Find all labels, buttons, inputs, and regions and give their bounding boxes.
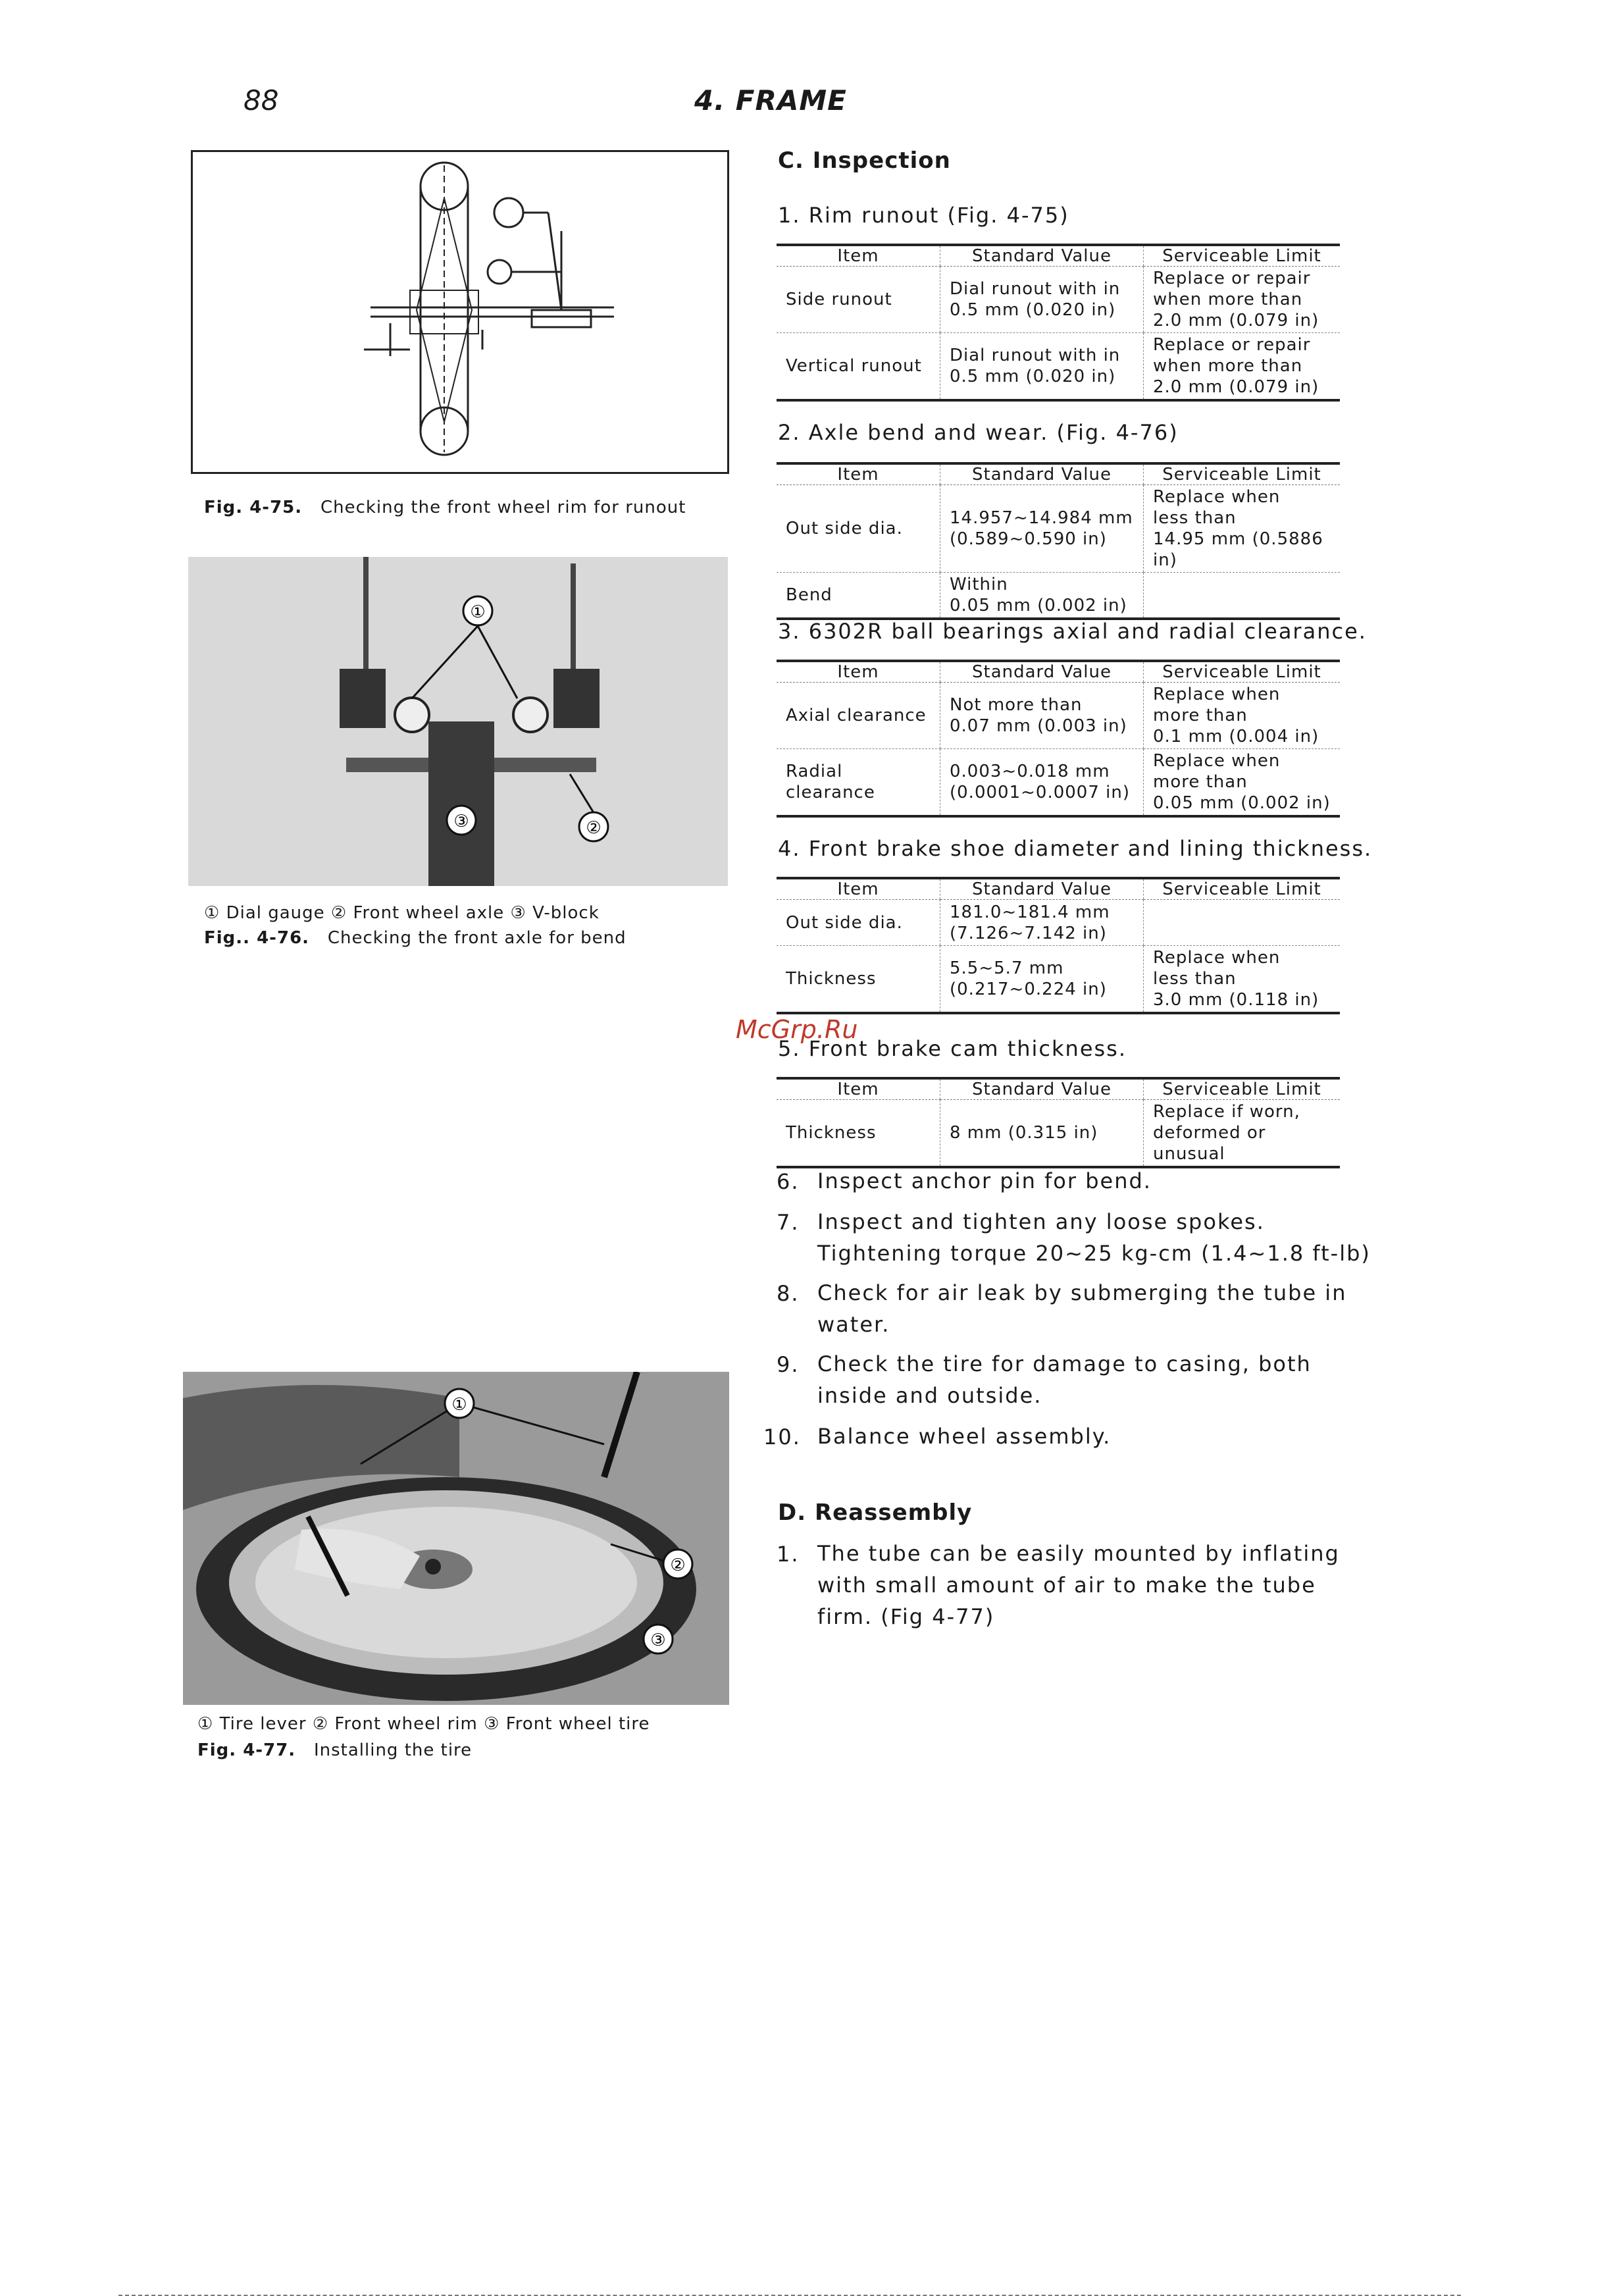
col-header-limit: Serviceable Limit <box>1144 661 1341 683</box>
fig-4-77-caption-text: Installing the tire <box>313 1740 473 1760</box>
fig-4-76-photo <box>188 557 728 886</box>
cell-limit <box>1144 573 1341 619</box>
fig-4-76-callout-3: ③ <box>453 812 469 831</box>
fig-4-77-callout-1: ① <box>451 1395 467 1415</box>
cell-standard: Within 0.05 mm (0.002 in) <box>940 573 1144 619</box>
table-row <box>777 333 1340 401</box>
table-bearing-clearance <box>777 660 1340 818</box>
fig-4-77-callout-3: ③ <box>650 1631 666 1650</box>
item-3-title: 3. 6302R ball bearings axial and radial clearance. <box>778 619 1367 644</box>
cell-limit: Replace or repair when more than 2.0 mm (0.079 in) <box>1144 333 1341 401</box>
cell-standard: Not more than 0.07 mm (0.003 in) <box>940 683 1144 749</box>
section-d-heading: D. Reassembly <box>778 1500 973 1526</box>
col-header-item: Item <box>777 245 940 267</box>
fig-4-77-caption <box>197 1740 472 1760</box>
page-number: 88 <box>243 84 279 117</box>
cell-item: Out side dia. <box>777 485 940 573</box>
col-header-limit: Serviceable Limit <box>1144 463 1341 485</box>
table-row <box>777 267 1340 333</box>
col-header-standard: Standard Value <box>940 878 1144 900</box>
cell-standard: Dial runout with in 0.5 mm (0.020 in) <box>940 267 1144 333</box>
col-header-standard: Standard Value <box>940 463 1144 485</box>
col-header-item: Item <box>777 878 940 900</box>
col-header-limit: Serviceable Limit <box>1144 245 1341 267</box>
step-6-text: Inspect anchor pin for bend. <box>817 1168 1152 1193</box>
fig-4-77-legend: ① Tire lever ② Front wheel rim ③ Front wheel tire <box>197 1714 650 1734</box>
cell-item: Thickness <box>777 1100 940 1168</box>
col-header-item: Item <box>777 463 940 485</box>
fig-4-76-callout-2: ② <box>586 818 601 838</box>
item-4-title: 4. Front brake shoe diameter and lining thickness. <box>778 836 1373 861</box>
rim-runout-drawing <box>193 152 727 472</box>
cell-item: Thickness <box>777 946 940 1014</box>
step-9-text: Check the tire for damage to casing, both <box>817 1351 1312 1376</box>
cell-item: Bend <box>777 573 940 619</box>
step-8-text: Check for air leak by submerging the tube in <box>817 1280 1347 1305</box>
cell-limit: Replace when more than 0.1 mm (0.004 in) <box>1144 683 1341 749</box>
col-header-limit: Serviceable Limit <box>1144 878 1341 900</box>
cell-limit: Replace when less than 3.0 mm (0.118 in) <box>1144 946 1341 1014</box>
col-header-item: Item <box>777 1078 940 1100</box>
reassembly-step-1-number: 1. <box>777 1542 800 1567</box>
cell-standard: 0.003~0.018 mm (0.0001~0.0007 in) <box>940 749 1144 817</box>
cell-item: Vertical runout <box>777 333 940 401</box>
table-row <box>777 946 1340 1014</box>
cell-limit: Replace when less than 14.95 mm (0.5886 in) <box>1144 485 1341 573</box>
step-6-number: 6. <box>777 1169 800 1194</box>
table-axle-bend <box>777 462 1340 620</box>
table-row <box>777 749 1340 817</box>
fig-4-76-legend: ① Dial gauge ② Front wheel axle ③ V-block <box>204 903 600 923</box>
col-header-standard: Standard Value <box>940 245 1144 267</box>
cell-item: Axial clearance <box>777 683 940 749</box>
axle-bend-drawing <box>188 557 728 886</box>
fig-4-77-caption-number: Fig. 4-77. <box>197 1740 296 1760</box>
cell-standard: 8 mm (0.315 in) <box>940 1100 1144 1168</box>
col-header-item: Item <box>777 661 940 683</box>
reassembly-step-1-line-3: firm. (Fig 4-77) <box>817 1604 995 1629</box>
cell-standard: 181.0~181.4 mm (7.126~7.142 in) <box>940 900 1144 946</box>
table-rim-runout <box>777 244 1340 402</box>
step-8-number: 8. <box>777 1281 800 1306</box>
tire-install-drawing <box>183 1372 729 1705</box>
cell-item: Radial clearance <box>777 749 940 817</box>
table-row <box>777 900 1340 946</box>
fig-4-75-diagram <box>191 150 729 474</box>
item-5-title: 5. Front brake cam thickness. <box>778 1036 1127 1061</box>
table-brake-cam <box>777 1077 1340 1168</box>
fig-4-76-caption <box>204 928 626 948</box>
reassembly-step-1-line-1: The tube can be easily mounted by inflating <box>817 1541 1340 1566</box>
chapter-title: 4. FRAME <box>694 84 847 117</box>
fig-4-77-photo <box>183 1372 729 1705</box>
col-header-standard: Standard Value <box>940 661 1144 683</box>
step-9-text-cont: inside and outside. <box>817 1383 1042 1408</box>
step-9-number: 9. <box>777 1352 800 1377</box>
fig-4-77-callout-2: ② <box>670 1555 686 1575</box>
step-7-text: Inspect and tighten any loose spokes. <box>817 1209 1265 1234</box>
table-row <box>777 683 1340 749</box>
col-header-standard: Standard Value <box>940 1078 1144 1100</box>
fig-4-76-callout-1: ① <box>470 602 486 622</box>
reassembly-step-1-line-2: with small amount of air to make the tube <box>817 1573 1316 1598</box>
cell-standard: Dial runout with in 0.5 mm (0.020 in) <box>940 333 1144 401</box>
cell-limit <box>1144 900 1341 946</box>
step-10-text: Balance wheel assembly. <box>817 1424 1112 1449</box>
cell-standard: 14.957~14.984 mm (0.589~0.590 in) <box>940 485 1144 573</box>
fig-4-76-caption-number: Fig.. 4-76. <box>204 928 310 948</box>
fig-4-75-caption <box>204 498 686 517</box>
step-7-torque: Tightening torque 20~25 kg-cm (1.4~1.8 ft-lb) <box>817 1241 1371 1266</box>
table-header-row <box>777 878 1340 900</box>
cell-item: Side runout <box>777 267 940 333</box>
watermark: McGrp.Ru <box>736 1015 858 1044</box>
col-header-limit: Serviceable Limit <box>1144 1078 1341 1100</box>
fig-4-75-caption-number: Fig. 4-75. <box>204 498 303 517</box>
step-7-number: 7. <box>777 1210 800 1235</box>
step-10-number: 10. <box>763 1424 801 1449</box>
step-8-text-cont: water. <box>817 1312 890 1337</box>
section-c-heading: C. Inspection <box>778 147 951 174</box>
table-row <box>777 1100 1340 1168</box>
table-header-row <box>777 463 1340 485</box>
cell-item: Out side dia. <box>777 900 940 946</box>
table-header-row <box>777 1078 1340 1100</box>
table-header-row <box>777 661 1340 683</box>
cell-standard: 5.5~5.7 mm (0.217~0.224 in) <box>940 946 1144 1014</box>
fig-4-76-caption-text: Checking the front axle for bend <box>327 928 626 948</box>
item-2-title: 2. Axle bend and wear. (Fig. 4-76) <box>778 420 1179 445</box>
fig-4-75-caption-text: Checking the front wheel rim for runout <box>320 498 686 517</box>
cell-limit: Replace if worn, deformed or unusual <box>1144 1100 1341 1168</box>
table-row <box>777 485 1340 573</box>
table-header-row <box>777 245 1340 267</box>
table-row <box>777 573 1340 619</box>
cell-limit: Replace or repair when more than 2.0 mm (0.079 in) <box>1144 267 1341 333</box>
cell-limit: Replace when more than 0.05 mm (0.002 in) <box>1144 749 1341 817</box>
table-brake-shoe <box>777 877 1340 1014</box>
item-1-title: 1. Rim runout (Fig. 4-75) <box>778 203 1069 228</box>
